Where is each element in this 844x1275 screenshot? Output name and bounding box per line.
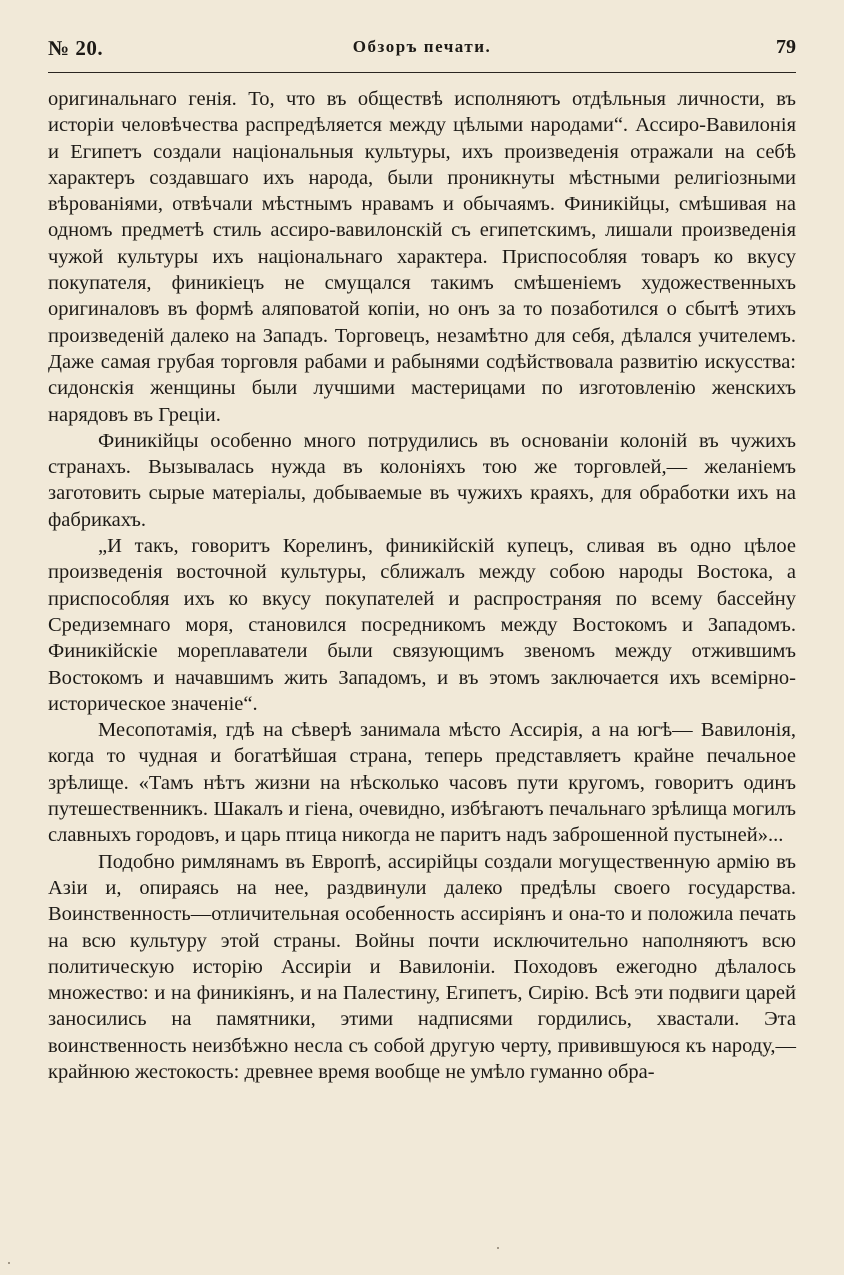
paragraph: Подобно римлянамъ въ Европѣ, ассирійцы создали могущественную армію въ Азіи и, опираясь на нее, раздвинули далеко предѣлы своего государства. Воинственность—отличительная особенность ассиріянъ и она-то и положила печать на всю культуру этой страны. Войны почти исключительно наполняютъ всю политическую исторію Ассиріи и Вавилоніи. Походовъ ежегодно дѣлалось множество: и на финикіянъ, и на Палестину, Египетъ, Сирію. Всѣ эти подвиги царей заносились на памятники, этими надписями гордились, хвастали. Эта воинственность неизбѣжно несла съ собой другую черту, привившуюся къ народу,— крайнюю жестокость: древнее время вообще не умѣло гуманно обра-: [48, 850, 796, 1083]
quote-paragraph: „И такъ, говоритъ Корелинъ, финикійскій купецъ, сливая въ одно цѣлое произведенія восточной культуры, сближалъ между собою народы Востока, а приспособляя ихъ ко вкусу покупателей и распространяя по всему бассейну Средиземнаго моря, становился посредникомъ между Востокомъ и Западомъ. Финикійскіе мореплаватели были связующимъ звеномъ между отжившимъ Востокомъ и начавшимъ жить Западомъ, и въ этомъ заключается ихъ всемірно-историческое значеніе“.: [48, 535, 796, 715]
article-body: [48, 86, 796, 1085]
paragraph: Финикійцы особенно много потрудились въ основаніи колоній въ чужихъ странахъ. Вызывалась нужда въ колоніяхъ тою же торговлей,— желаніемъ заготовить сырые матеріалы, добываемые въ чужихъ краяхъ, для обработки ихъ на фабрикахъ.: [48, 429, 796, 531]
header-rule: [48, 72, 796, 73]
paragraph: Месопотамія, гдѣ на сѣверѣ занимала мѣсто Ассирія, а на югѣ— Вавилонія, когда то чудная и богатѣйшая страна, теперь представляетъ крайне печальное зрѣлище. «Тамъ нѣтъ жизни на нѣсколько часовъ пути кругомъ, говоритъ одинъ путешественникъ. Шакалъ и гіена, очевидно, избѣгаютъ печальнаго зрѣлища могилъ славныхъ городовъ, и царь птица никогда не паритъ надъ заброшенной пустыней»...: [48, 719, 796, 847]
page-speck: [8, 1262, 10, 1264]
page-header: [48, 30, 796, 64]
page-number: 79: [776, 36, 796, 58]
running-title: Обзоръ печати.: [352, 37, 492, 56]
page-speck: [497, 1247, 499, 1249]
issue-number: № 20.: [48, 36, 104, 60]
paragraph: оригинальнаго генія. То, что въ обществѣ исполняютъ отдѣльныя личности, въ исторіи человѣчества распредѣляется между цѣлыми народами“. Ассиро-Вавилонія и Египетъ создали національныя культуры, ихъ произведенія отражали на себѣ характеръ создавшаго ихъ народа, были проникнуты мѣстными религіозными вѣрованіями, отвѣчали мѣстнымъ нравамъ и обычаямъ. Финикійцы, смѣшивая на одномъ предметѣ стиль ассиро-вавилонскій съ египетскимъ, лишали произведенія чужой культуры ихъ національнаго характера. Приспособляя товаръ ко вкусу покупателя, финикіецъ не смущался такимъ смѣшеніемъ художественныхъ оригиналовъ въ формѣ аляповатой копіи, но онъ за то позаботился о сбытѣ этихъ произведеній далеко на Западъ. Торговецъ, незамѣтно для себя, дѣлался учителемъ. Даже самая грубая торговля рабами и рабынями содѣйствовала развитію искусства: сидонскія женщины были лучшими мастерицами по изготовленію женскихъ нарядовъ въ Греціи.: [48, 88, 796, 426]
